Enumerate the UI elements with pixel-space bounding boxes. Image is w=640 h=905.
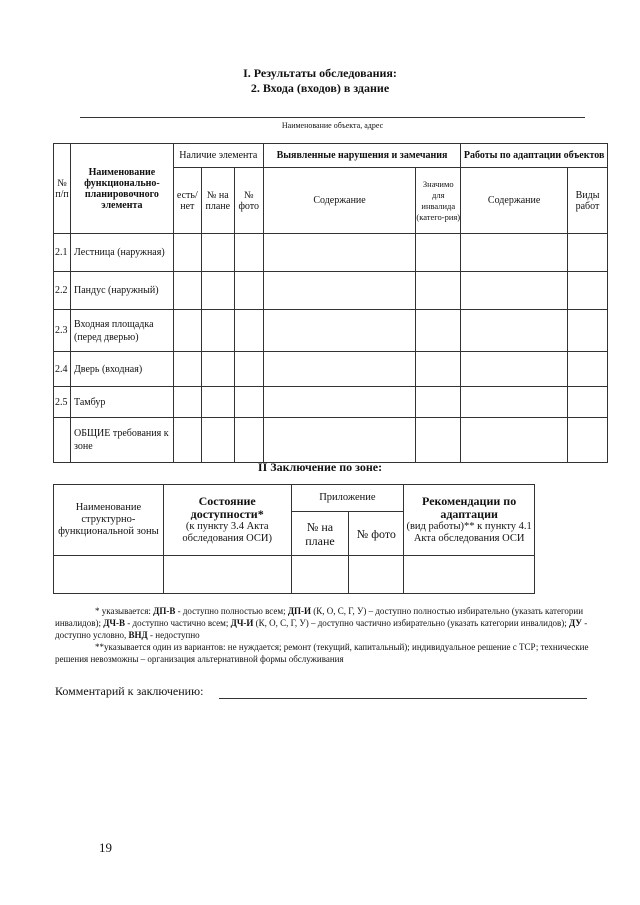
doc-title-line1: I. Результаты обследования: [243,66,397,80]
accessibility-state-subtitle: (к пункту 3.4 Акта обследования ОСИ) [182,521,272,544]
header-plan-number: № на плане [291,512,349,556]
row-number: 2.4 [54,352,71,387]
survey-results-table [53,143,608,463]
header-violation-content: Содержание [263,168,416,234]
row-number: 2.2 [54,272,71,310]
header-photo-number: № фото [234,168,263,234]
row-element-name: ОБЩИЕ требования к зоне [70,418,173,463]
header-works: Работы по адаптации объектов [461,144,608,168]
comment-label: Комментарий к заключению: [55,684,204,698]
header-violations: Выявленные нарушения и замечания [263,144,461,168]
row-element-name: Дверь (входная) [70,352,173,387]
header-works-types: Виды работ [568,168,608,234]
page-number: 19 [99,840,112,855]
table-row [54,310,608,352]
header-yes-no: есть/ нет [173,168,201,234]
table-row [54,556,535,594]
header-works-content: Содержание [461,168,568,234]
row-element-name: Лестница (наружная) [70,234,173,272]
zone-conclusion-table [53,484,535,594]
recommendations-subtitle: (вид работы)** к пункту 4.1 Акта обследования ОСИ [406,521,532,544]
recommendations-title: Рекомендации по адаптации [422,494,517,521]
row-element-name: Тамбур [70,387,173,418]
row-element-name: Входная площадка (перед дверью) [70,310,173,352]
table-row [54,272,608,310]
table-row [54,387,608,418]
comment-line[interactable] [219,698,587,699]
table-row [54,234,608,272]
header-significance: Значимо для инвалида (катего-рия) [416,168,461,234]
doc-title-line2: 2. Входа (входов) в здание [250,81,390,95]
header-accessibility-state [163,485,291,556]
row-number: 2.1 [54,234,71,272]
footnotes [55,605,605,665]
header-photo-number: № фото [349,512,404,556]
header-appendix: Приложение [291,485,404,512]
row-number: 2.5 [54,387,71,418]
row-number [54,418,71,463]
section-2-title: II Заключение по зоне: [257,460,383,474]
row-number: 2.3 [54,310,71,352]
header-presence: Наличие элемента [173,144,263,168]
header-num: № п/п [54,144,71,234]
header-plan-number: № на плане [201,168,234,234]
accessibility-state-title: Состояние доступности* [190,494,264,521]
row-element-name: Пандус (наружный) [70,272,173,310]
header-element-name: Наименование функционально-планировочного элемента [70,144,173,234]
table-row [54,352,608,387]
header-recommendations [404,485,535,556]
footnote-work-types: **указывается один из вариантов: не нуждается; ремонт (текущий, капитальный); индивидуальное решение с ТСР; технические решения невозможны – организация альтернативной формы обслуживания [55,642,589,664]
header-zone-name: Наименование структурно-функциональной зоны [54,485,164,556]
table-row [54,418,608,463]
footnote-accessibility: * указывается: ДП-В - доступно полностью всем; ДП-И (К, О, С, Г, У) – доступно полностью избирательно (указать категории инвалидов); ДЧ-В - доступно частично всем; ДЧ-И (К, О, С, Г, У) – доступно частично избирательно (указать категории инвалидов); ДУ - доступно условно, ВНД - недоступно [55,606,588,640]
object-name-caption: Наименование объекта, адрес [281,121,384,130]
object-name-line [80,117,585,118]
